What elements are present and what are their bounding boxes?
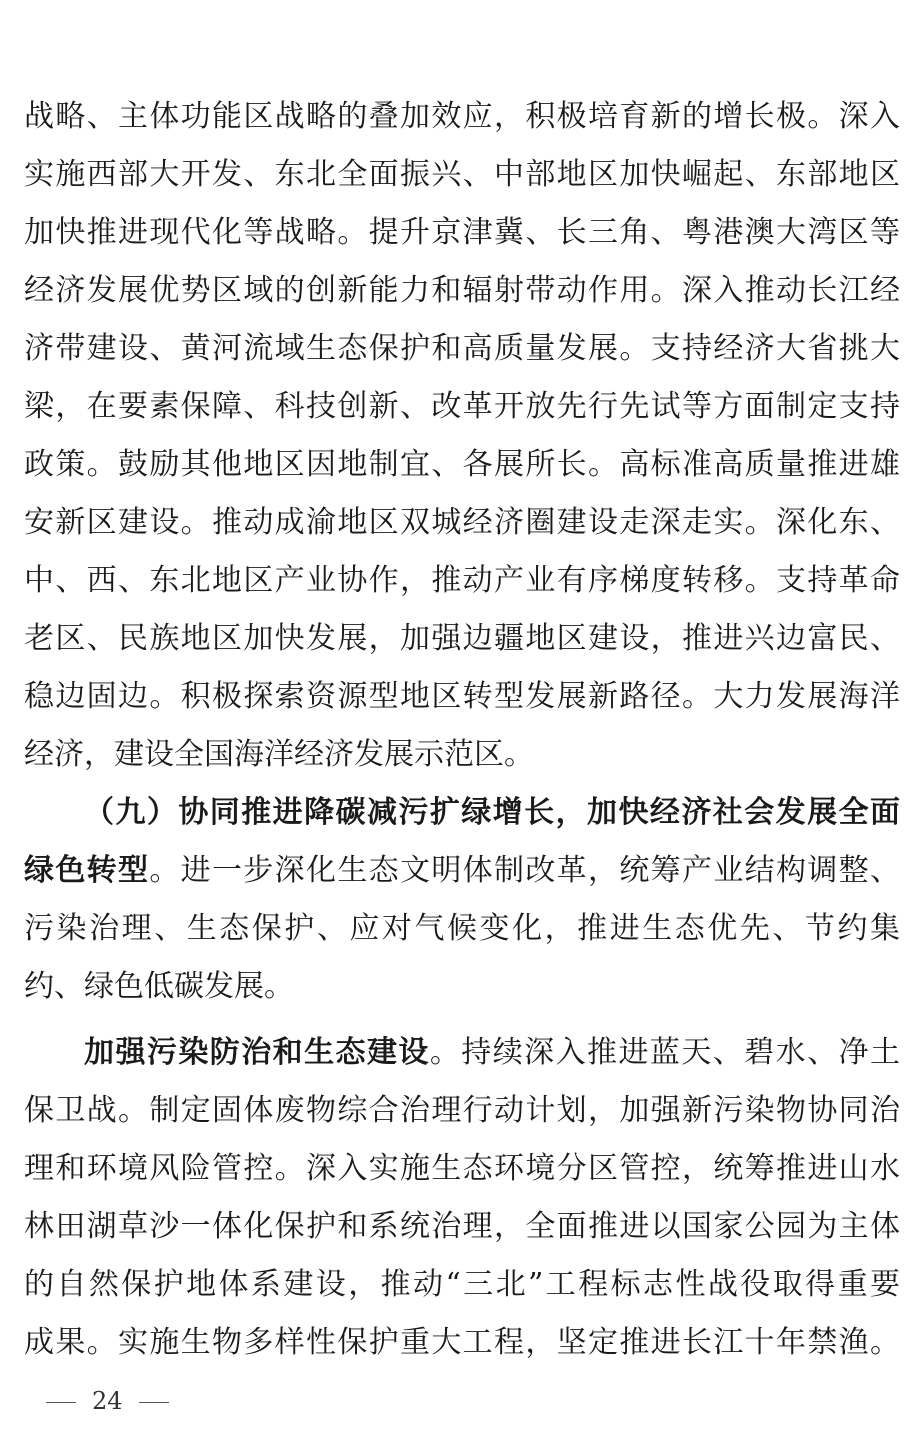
text-line: 理和环境风险管控。深入实施生态环境分区管控，统筹推进山水 — [24, 1151, 900, 1186]
section-heading-end: 绿色转型 — [24, 853, 150, 888]
text-line: 梁，在要素保障、科技创新、改革开放先行先试等方面制定支持 — [24, 389, 900, 424]
text-line: 战略、主体功能区战略的叠加效应，积极培育新的增长极。深入 — [24, 99, 900, 134]
text-line: 保卫战。制定固体废物综合治理行动计划，加强新污染物协同治 — [24, 1093, 900, 1128]
text-line — [24, 842, 900, 900]
text-line: 政策。鼓励其他地区因地制宜、各展所长。高标准高质量推进雄 — [24, 447, 900, 482]
text-line: 中、西、东北地区产业协作，推动产业有序梯度转移。支持革命 — [24, 563, 900, 598]
footer-dash-left — [46, 1402, 76, 1403]
paragraph-green-transition — [24, 784, 900, 1016]
footer-dash-right — [139, 1402, 169, 1403]
text-line: 污染治理、生态保护、应对气候变化，推进生态优先、节约集 — [24, 911, 900, 946]
body-text — [24, 88, 900, 1372]
paragraph-lead: 加强污染防治和生态建设 — [84, 1035, 430, 1070]
text-line: 的自然保护地体系建设，推动“三北”工程标志性战役取得重要 — [24, 1267, 900, 1302]
text-line — [24, 1024, 900, 1082]
text-line: 约、绿色低碳发展。 — [24, 969, 294, 1004]
text-line: 加快推进现代化等战略。提升京津冀、长三角、粤港澳大湾区等 — [24, 215, 900, 250]
page-number: 24 — [92, 1387, 123, 1415]
section-heading-line: （九）协同推进降碳减污扩绿增长，加快经济社会发展全面 — [84, 795, 900, 830]
paragraph-pollution-control — [24, 1024, 900, 1372]
text-segment: 。进一步深化生态文明体制改革，统筹产业结构调整、 — [149, 853, 901, 888]
text-line: 老区、民族地区加快发展，加强边疆地区建设，推进兴边富民、 — [24, 621, 900, 656]
text-line: 经济，建设全国海洋经济发展示范区。 — [24, 737, 534, 772]
text-segment: 。持续深入推进蓝天、碧水、净土 — [429, 1035, 901, 1070]
text-line: 林田湖草沙一体化保护和系统治理，全面推进以国家公园为主体 — [24, 1209, 900, 1244]
text-line: 成果。实施生物多样性保护重大工程，坚定推进长江十年禁渔。 — [24, 1325, 900, 1360]
text-line: 安新区建设。推动成渝地区双城经济圈建设走深走实。深化东、 — [24, 505, 900, 540]
text-line: 实施西部大开发、东北全面振兴、中部地区加快崛起、东部地区 — [24, 157, 900, 192]
text-line: 稳边固边。积极探索资源型地区转型发展新路径。大力发展海洋 — [24, 679, 900, 714]
paragraph-regional-strategy — [24, 88, 900, 784]
text-line: 济带建设、黄河流域生态保护和高质量发展。支持经济大省挑大 — [24, 331, 900, 366]
page-footer — [46, 1386, 169, 1416]
text-line: 经济发展优势区域的创新能力和辐射带动作用。深入推动长江经 — [24, 273, 900, 308]
